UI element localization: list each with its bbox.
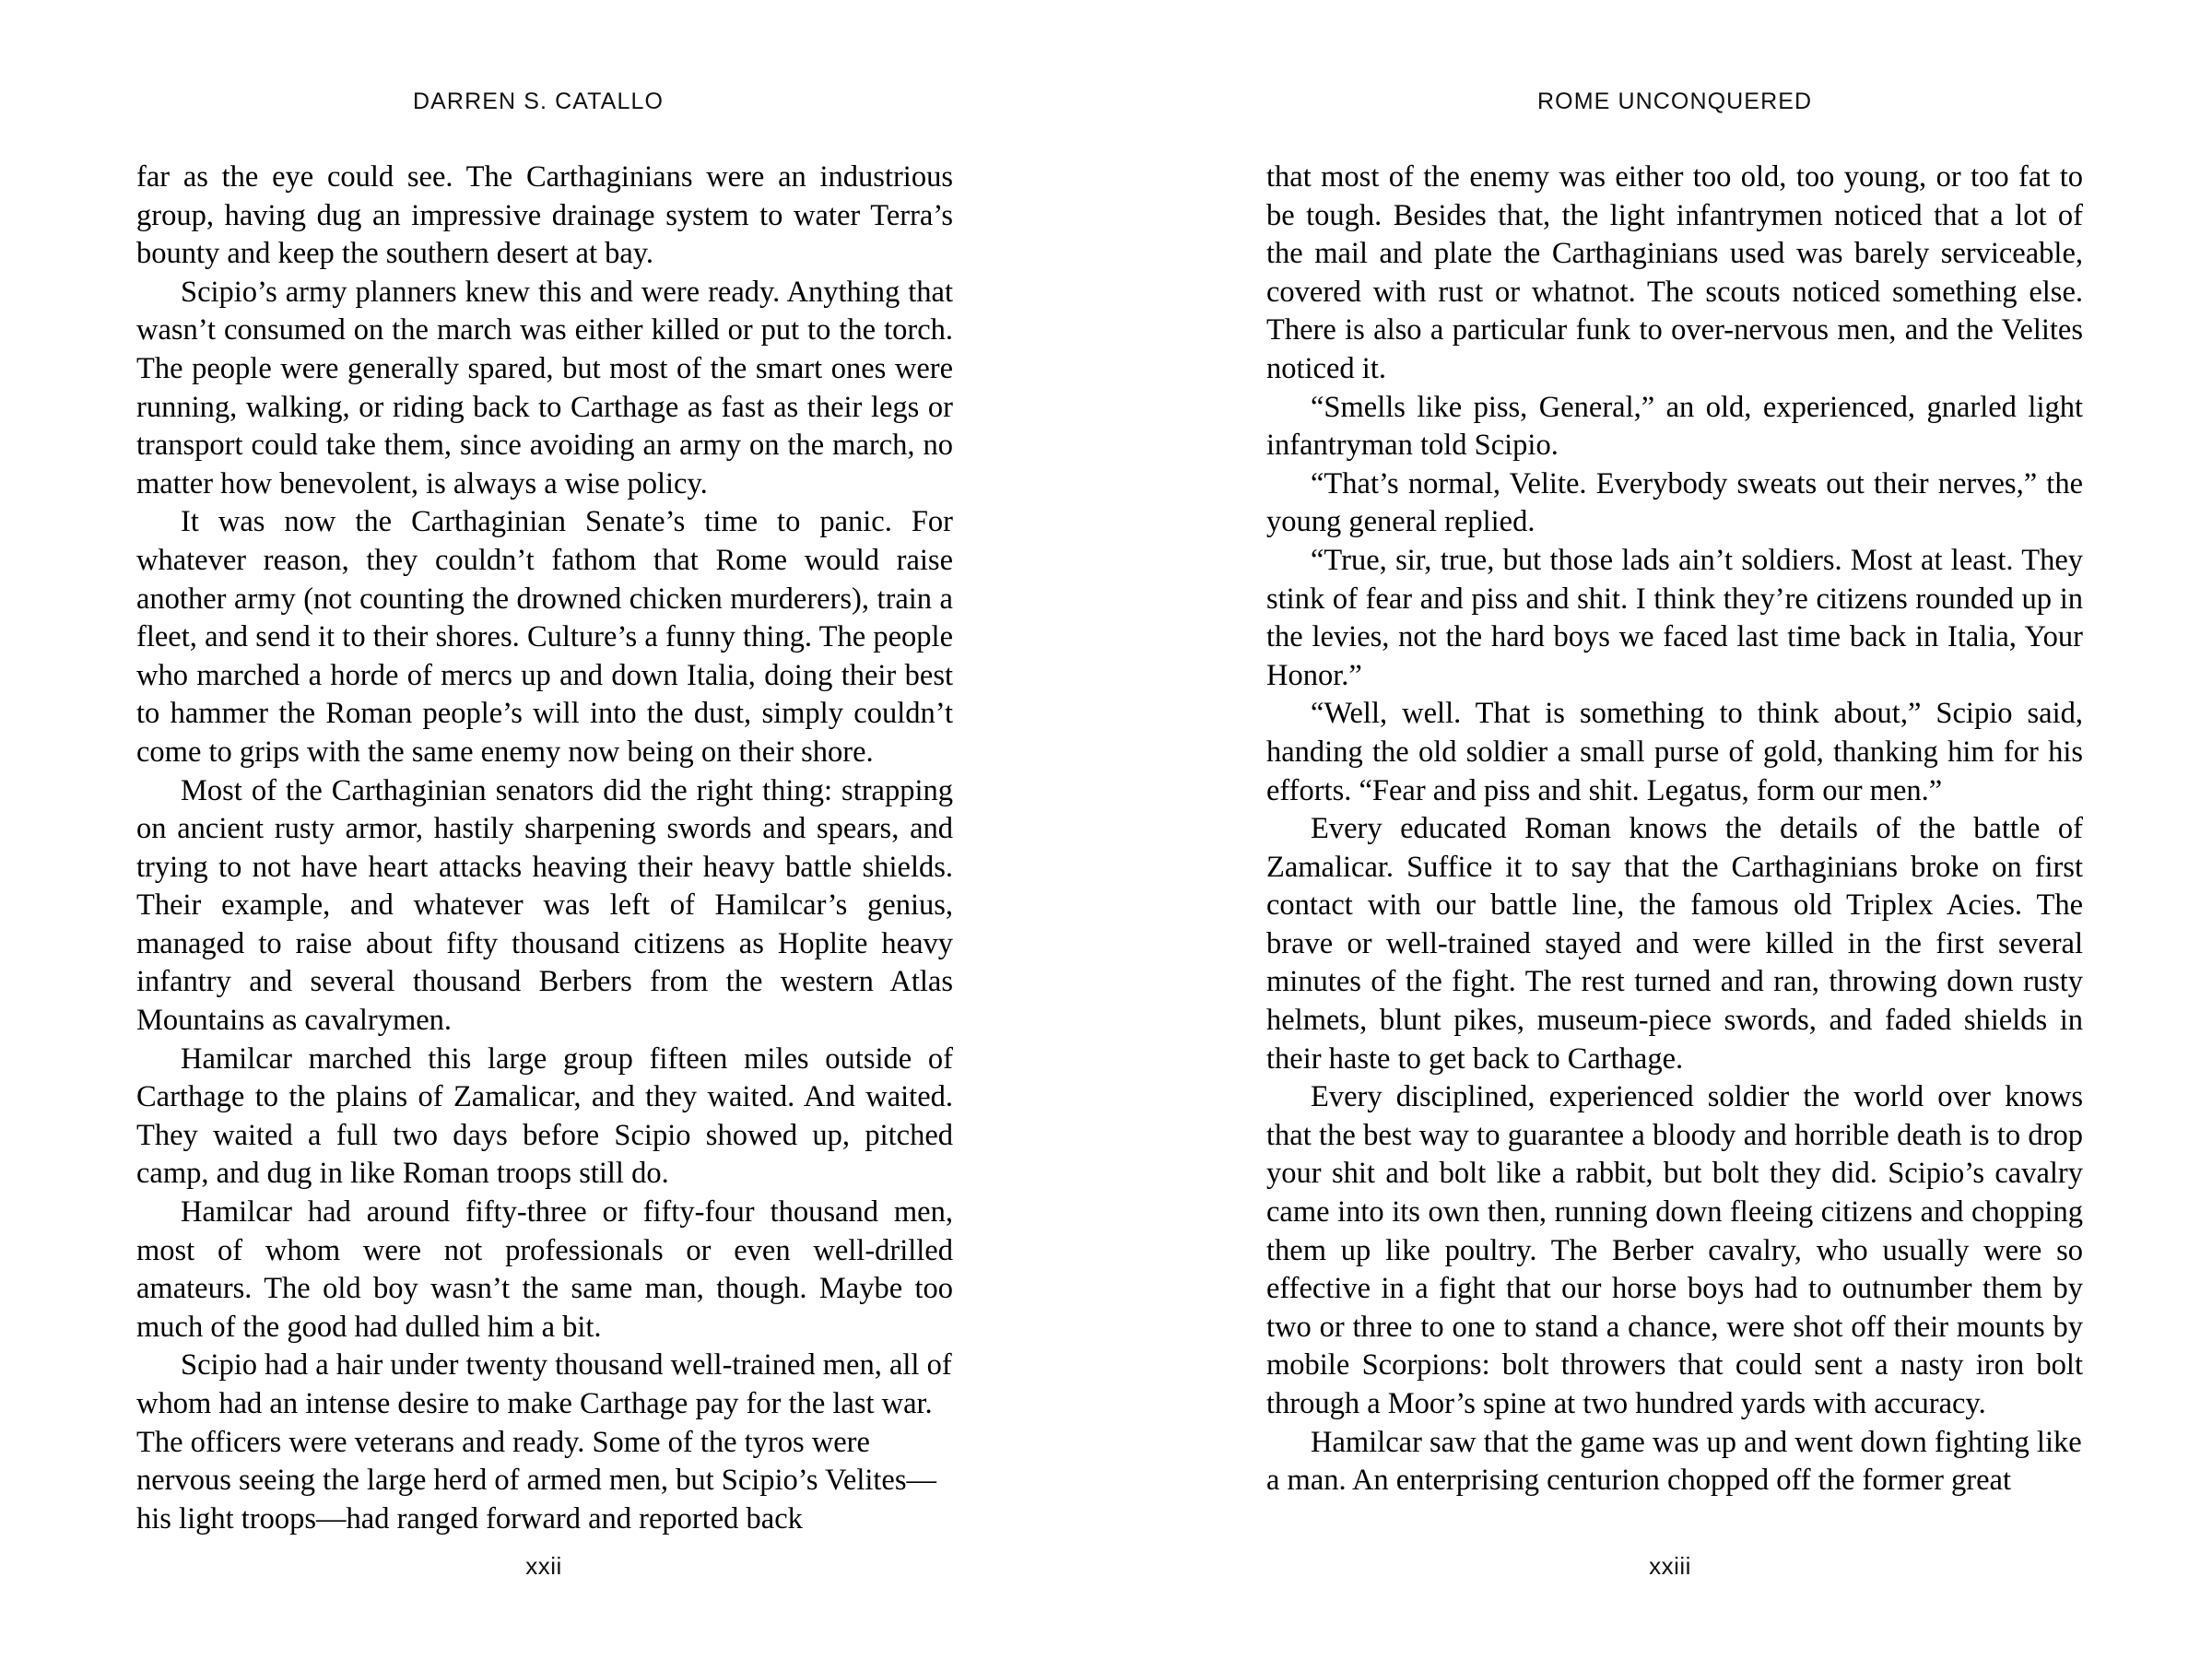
- paragraph: Hamilcar saw that the game was up and went down fighting like a man. An enterprising centurion chopped off the former great: [1266, 1425, 2082, 1498]
- text-spread: [0, 159, 2212, 1535]
- paragraph: far as the eye could see. The Carthaginians were an industrious group, having dug an impressive drainage system to water Terra’s bounty and keep the southern desert at bay.: [136, 160, 953, 271]
- paragraph: Scipio’s army planners knew this and were ready. Anything that wasn’t consumed on the march was either killed or put to the torch. The people were generally spared, but most of the smart ones were running, walking, or riding back to Carthage as fast as their legs or transport could take them, since avoiding an army on the march, no matter how benevolent, is always a wise policy.: [136, 275, 953, 500]
- paragraph: Hamilcar had around fifty-three or fifty-four thousand men, most of whom were not professionals or even well-drilled amateurs. The old boy wasn’t the same man, though. Maybe too much of the good had dulled him a bit.: [136, 1195, 953, 1344]
- page-number-right: xxiii: [1649, 1552, 1691, 1580]
- paragraph: “That’s normal, Velite. Everybody sweats out their nerves,” the young general replied.: [1266, 466, 2083, 539]
- text-column-left: [136, 159, 953, 1538]
- paragraph: “Well, well. That is something to think about,” Scipio said, handing the old soldier a small purse of gold, thanking him for his efforts. “Fear and piss and shit. Legatus, form our men.”: [1266, 697, 2083, 807]
- running-head-left: DARREN S. CATALLO: [413, 88, 664, 114]
- page-number-left: xxii: [525, 1552, 562, 1580]
- paragraph: that most of the enemy was either too old, too young, or too fat to be tough. Besides that, the light infantrymen noticed that a lot of the mail and plate the Carthaginians used was barely serviceable, covered with rust or whatnot. The scouts noticed something else. There is also a particular funk to over-nervous men, and the Velites noticed it.: [1266, 160, 2083, 385]
- paragraph: Every educated Roman knows the details of the battle of Zamalicar. Suffice it to say that the Carthaginians broke on first contact with our battle line, the famous old Triplex Acies. The brave or well-trained stayed and were killed in the first several minutes of the fight. The rest turned and ran, throwing down rusty helmets, blunt pikes, museum-piece swords, and faded shields in their haste to get back to Carthage.: [1266, 812, 2083, 1076]
- paragraph: Every disciplined, experienced soldier the world over knows that the best way to guarantee a bloody and horrible death is to drop your shit and bolt like a rabbit, but bolt they did. Scipio’s cavalry came into its own then, running down fleeing citizens and chopping them up like poultry. The Berber cavalry, who usually were so effective in a fight that our horse boys had to outnumber them by two or three to one to stand a chance, were shot off their mounts by mobile Scorpions: bolt throwers that could sent a nasty iron bolt through a Moor’s spine at two hundred yards with accuracy.: [1266, 1080, 2083, 1420]
- text-column-right: [1266, 159, 2083, 1500]
- running-head-right: ROME UNCONQUERED: [1537, 88, 1813, 114]
- paragraph: Scipio had a hair under twenty thousand well-trained men, all of whom had an intense desire to make Carthage pay for the last war. The officers were veterans and ready. Some of the tyros were nervous seeing the large herd of armed men, but Scipio’s Velites—his light troops—had ranged forward and reported back: [136, 1348, 952, 1535]
- paragraph: Hamilcar marched this large group fifteen miles outside of Carthage to the plains of Zamalicar, and they waited. And waited. They waited a full two days before Scipio showed up, pitched camp, and dug in like Roman troops still do.: [136, 1041, 953, 1191]
- paragraph: Most of the Carthaginian senators did the right thing: strapping on ancient rusty armor, hastily sharpening swords and spears, and trying to not have heart attacks heaving their heavy battle shields. Their example, and whatever was left of Hamilcar’s genius, managed to raise about fifty thousand citizens as Hoplite heavy infantry and several thousand Berbers from the western Atlas Mountains as cavalrymen.: [136, 773, 953, 1038]
- paragraph: “Smells like piss, General,” an old, experienced, gnarled light infantryman told Scipio.: [1266, 390, 2083, 463]
- paragraph: It was now the Carthaginian Senate’s time to panic. For whatever reason, they couldn’t fathom that Rome would raise another army (not counting the drowned chicken murderers), train a fleet, and send it to their shores. Culture’s a funny thing. The people who marched a horde of mercs up and down Italia, doing their best to hammer the Roman people’s will into the dust, simply couldn’t come to grips with the same enemy now being on their shore.: [136, 505, 953, 769]
- paragraph: “True, sir, true, but those lads ain’t soldiers. Most at least. They stink of fear and piss and shit. I think they’re citizens rounded up in the levies, not the hard boys we faced last time back in Italia, Your Honor.”: [1266, 543, 2083, 692]
